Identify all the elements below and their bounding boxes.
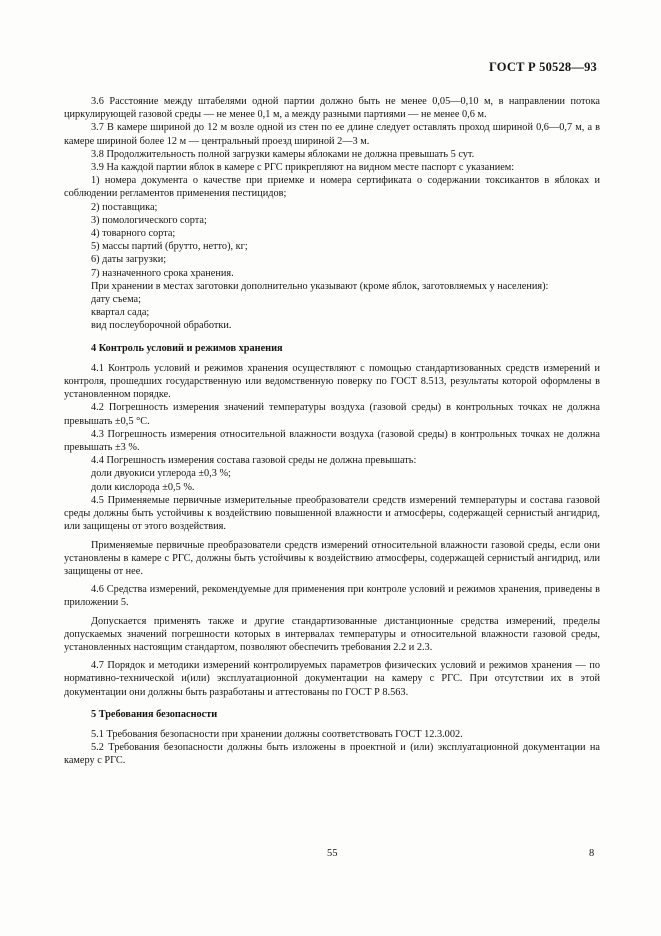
paragraph-3-7: 3.7 В камере шириной до 12 м возле одной из стен по ее длине следует оставлять проход шириной 0,6—0,7 м, а в камере шириной более 12 м — центральный проезд шириной 2—3 м. xyxy=(64,122,600,147)
page-number-center: 55 xyxy=(327,848,338,859)
paragraph-5-1: 5.1 Требования безопасности при хранении должны соответствовать ГОСТ 12.3.002. xyxy=(91,728,463,740)
list-item: доли двуокиси углерода ±0,3 %; xyxy=(91,468,231,480)
list-item: 6) даты загрузки; xyxy=(91,254,167,266)
list-item: доли кислорода ±0,5 %. xyxy=(91,481,195,493)
section-heading-4: 4 Контроль условий и режимов хранения xyxy=(91,342,283,354)
paragraph-5-2: 5.2 Требования безопасности должны быть изложены в проектной и (или) эксплуатационной документации на камеру с РГС. xyxy=(64,742,600,767)
paragraph-3-9: 3.9 На каждой партии яблок в камере с РГС прикрепляют на видном месте паспорт с указанием: xyxy=(91,162,515,174)
paragraph-4-6: 4.6 Средства измерений, рекомендуемые для применения при контроле условий и режимов хранения, приведены в приложении 5. xyxy=(64,584,600,609)
paragraph-4-5: 4.5 Применяемые первичные измерительные преобразователи средств измерений температуры и состава газовой среды должны быть устойчивы к воздействию повышенной влажности и атмосферы, содержащей сернистый ангидрид, или защищены от этого воздействия. xyxy=(64,494,600,533)
list-item: 7) назначенного срока хранения. xyxy=(91,267,234,279)
paragraph-3-6: 3.6 Расстояние между штабелями одной партии должно быть не менее 0,05—0,10 м, в направлении потока циркулирующей газовой среды — не менее 0,1 м, а между разными партиями — не менее 0,6 м. xyxy=(64,96,600,121)
list-item: 2) поставщика; xyxy=(91,201,158,213)
document-body xyxy=(64,95,600,768)
document-code: ГОСТ Р 50528—93 xyxy=(488,60,597,74)
paragraph-additional: При хранении в местах заготовки дополнительно указывают (кроме яблок, заготовляемых у населения): xyxy=(91,280,549,292)
paragraph-4-5-cont: Применяемые первичные преобразователи средств измерений относительной влажности газовой среды, если они установлены в камере с РГС, должны быть устойчивы к воздействию атмосферы, содержащей сернистый ангидрид, или защищены от нее. xyxy=(64,539,600,577)
paragraph-4-7: 4.7 Порядок и методики измерений контролируемых параметров физических условий и режимов хранения — по нормативно-технической и(или) эксплуатационной документации на камеру с РГС. При отсутствии их в этой документации они должны быть разработаны и аттестованы по ГОСТ Р 8.563. xyxy=(64,660,600,698)
list-item: квартал сада; xyxy=(91,307,150,319)
page-number-right: 8 xyxy=(589,848,595,859)
list-item: 4) товарного сорта; xyxy=(91,228,176,240)
paragraph-4-6-cont: Допускается применять также и другие стандартизованные дистанционные средства измерений, пределы допускаемых значений погрешности которых в интервалах температуры и относительной влажности газовой среды, установленных настоящим стандартом, позволяют обеспечить требования 2.2 и 2.3. xyxy=(64,615,600,653)
paragraph-3-8: 3.8 Продолжительность полной загрузки камеры яблоками не должна превышать 5 сут. xyxy=(91,148,475,160)
section-heading-5: 5 Требования безопасности xyxy=(91,708,218,720)
paragraph-4-3: 4.3 Погрешность измерения относительной влажности воздуха (газовой среды) в контрольных точках не должна превышать ±3 %. xyxy=(64,428,600,454)
list-item: 1) номера документа о качестве при приемке и номера сертификата о содержании токсикантов в яблоках и соблюдении регламентов применения пестицидов; xyxy=(64,175,600,200)
paragraph-4-1: 4.1 Контроль условий и режимов хранения осуществляют с помощью стандартизованных средств измерений и контроля, прошедших государственную или ведомственную поверку по ГОСТ 8.513, результаты которой оформлены в установленном порядке. xyxy=(64,362,600,401)
list-item: 3) помологического сорта; xyxy=(91,214,207,226)
list-item: 5) массы партий (брутто, нетто), кг; xyxy=(91,241,248,253)
paragraph-4-2: 4.2 Погрешность измерения значений температуры воздуха (газовой среды) в контрольных точках не должна превышать ±0,5 °С. xyxy=(64,402,600,427)
list-item: дату съема; xyxy=(91,294,141,306)
paragraph-4-4: 4.4 Погрешность измерения состава газовой среды не должна превышать: xyxy=(91,455,417,467)
list-item: вид послеуборочной обработки. xyxy=(91,320,232,332)
